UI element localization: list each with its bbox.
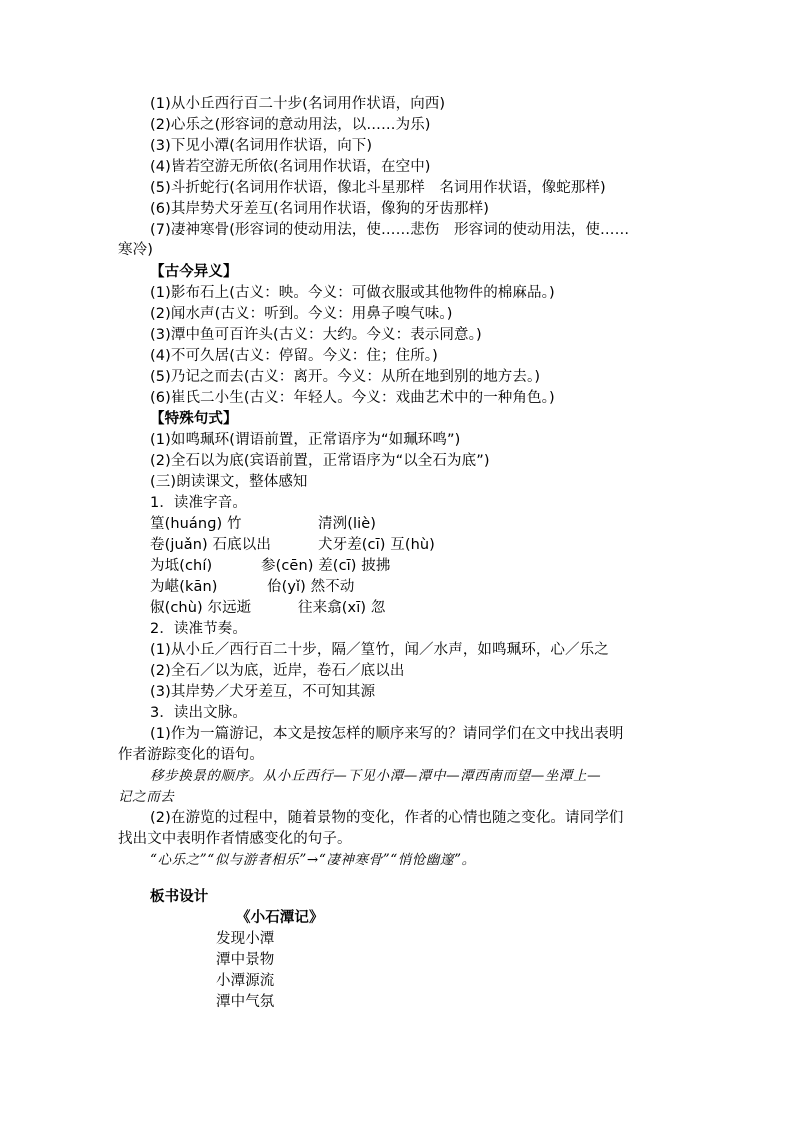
- word-usage-line: (3)下见小潭(名词用作状语，向下): [150, 138, 373, 154]
- ancient-modern-line: (1)影布石上(古义：映。今义：可做衣服或其他物件的棉麻品。): [150, 285, 555, 301]
- question-line: 作者游踪变化的语句。: [118, 747, 264, 763]
- question-line: 找出文中表明作者情感变化的句子。: [118, 831, 352, 847]
- board-heading: 板书设计: [150, 889, 209, 905]
- pronunciation-heading: 1．读准字音。: [150, 495, 247, 511]
- ancient-modern-heading: 【古今异义】: [150, 264, 238, 280]
- pronunciation-right: 犬牙差(cī) 互(hù): [318, 537, 435, 553]
- board-item: 潭中气氛: [216, 994, 275, 1010]
- pronunciation-right: 佁(yǐ) 然不动: [267, 579, 355, 595]
- question-line: (1)作为一篇游记，本文是按怎样的顺序来写的？请同学们在文中找出表明: [150, 726, 624, 742]
- special-sentence-line: (2)全石以为底(宾语前置，正常语序为“以全石为底”): [150, 453, 490, 469]
- rhythm-line: (2)全石／以为底，近岸，卷石／底以出: [150, 663, 405, 679]
- board-item: 发现小潭: [216, 931, 275, 947]
- word-usage-line: (5)斗折蛇行(名词用作状语，像北斗星那样 名词用作状语，像蛇那样): [150, 180, 606, 196]
- reading-heading: (三)朗读课文，整体感知: [150, 474, 308, 490]
- special-sentence-heading: 【特殊句式】: [150, 411, 238, 427]
- pronunciation-right: 参(cēn) 差(cī) 披拂: [261, 558, 391, 574]
- word-usage-line: (1)从小丘西行百二十步(名词用作状语，向西): [150, 96, 446, 112]
- pronunciation-right: 往来翕(xī) 忽: [298, 600, 386, 616]
- special-sentence-line: (1)如鸣珮环(谓语前置，正常语序为“如珮环鸣”): [150, 432, 461, 448]
- pronunciation-right: 清洌(liè): [318, 516, 376, 532]
- rhythm-line: (1)从小丘／西行百二十步，隔／篁竹，闻／水声，如鸣珮环，心／乐之: [150, 642, 609, 658]
- ancient-modern-line: (2)闻水声(古义：听到。今义：用鼻子嗅气味。): [150, 306, 453, 322]
- pronunciation-left: 卷(juǎn) 石底以出: [150, 537, 271, 553]
- question-line: (2)在游览的过程中，随着景物的变化，作者的心情也随之变化。请同学们: [150, 810, 624, 826]
- rhythm-line: (3)其岸势／犬牙差互，不可知其源: [150, 684, 376, 700]
- answer-line: 移步换景的顺序。从小丘西行—下见小潭—潭中—潭西南而望—坐潭上—: [150, 768, 602, 784]
- board-item: 潭中景物: [216, 952, 275, 968]
- ancient-modern-line: (6)崔氏二小生(古义：年轻人。今义：戏曲艺术中的一种角色。): [150, 390, 555, 406]
- ancient-modern-line: (5)乃记之而去(古义：离开。今义：从所在地到别的地方去。): [150, 369, 541, 385]
- board-title: 《小石潭记》: [236, 910, 324, 926]
- word-usage-line: (6)其岸势犬牙差互(名词用作状语，像狗的牙齿那样): [150, 201, 489, 217]
- word-usage-line: (7)凄神寒骨(形容词的使动用法，使……悲伤 形容词的使动用法，使……: [150, 222, 630, 238]
- answer-line: 记之而去: [118, 789, 175, 805]
- answer-line: “心乐之”“似与游者相乐”→“凄神寒骨”“悄怆幽邃”。: [150, 852, 476, 868]
- context-heading: 3．读出文脉。: [150, 705, 247, 721]
- word-usage-line: (4)皆若空游无所依(名词用作状语，在空中): [150, 159, 431, 175]
- pronunciation-left: 俶(chù) 尔远逝: [150, 600, 252, 616]
- word-usage-line: 寒冷): [118, 242, 153, 258]
- pronunciation-left: 篁(huánɡ) 竹: [150, 516, 242, 532]
- ancient-modern-line: (3)潭中鱼可百许头(古义：大约。今义：表示同意。): [150, 327, 482, 343]
- rhythm-heading: 2．读准节奏。: [150, 621, 247, 637]
- pronunciation-left: 为嵁(kān): [150, 579, 218, 595]
- board-item: 小潭源流: [216, 973, 275, 989]
- pronunciation-left: 为坻(chí): [150, 558, 213, 574]
- ancient-modern-line: (4)不可久居(古义：停留。今义：住；住所。): [150, 348, 438, 364]
- word-usage-line: (2)心乐之(形容词的意动用法，以……为乐): [150, 117, 431, 133]
